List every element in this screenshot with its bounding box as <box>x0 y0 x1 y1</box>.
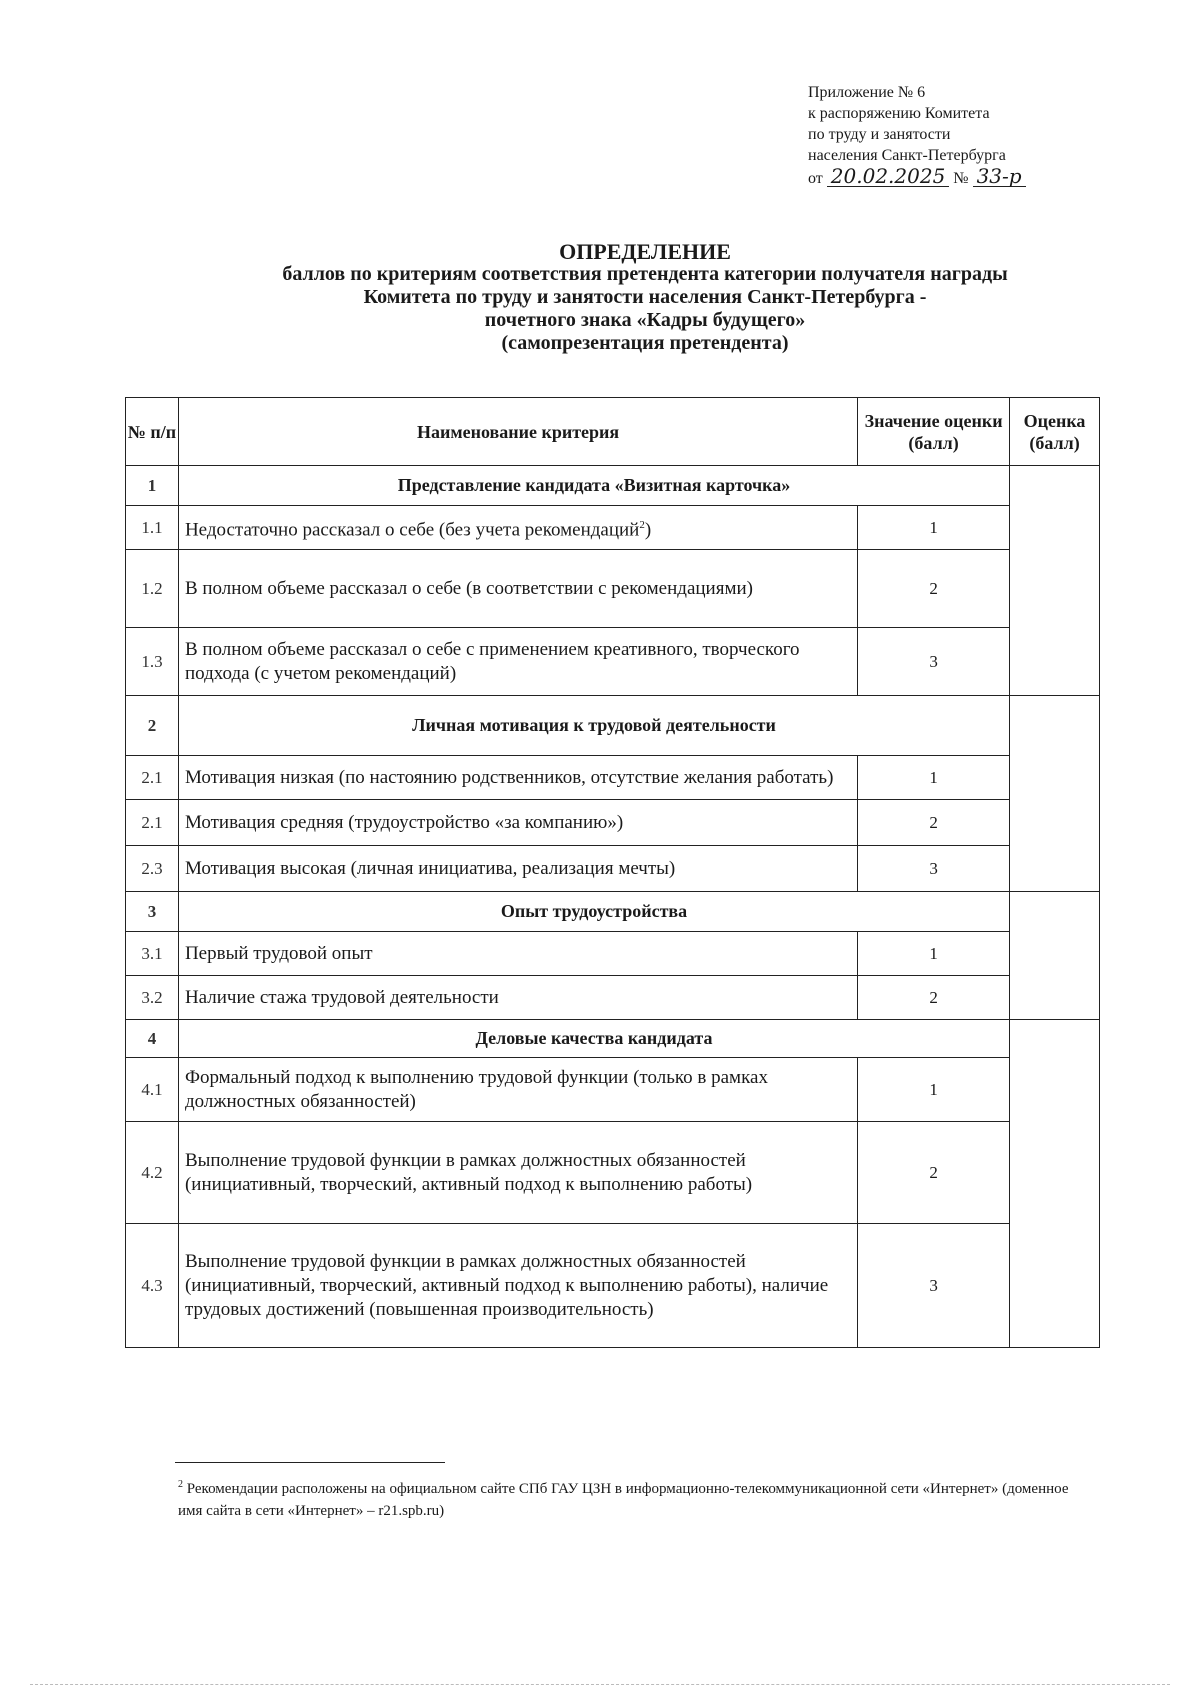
appendix-line: Приложение № 6 <box>808 84 926 101</box>
table-row <box>126 1224 1100 1348</box>
table-header-row <box>126 398 1100 466</box>
header-num: № п/п <box>126 398 179 466</box>
section-title: Опыт трудоустройства <box>178 892 1009 932</box>
row-number: 1.1 <box>126 506 179 550</box>
footnote-mark: 2 <box>178 1479 183 1490</box>
table-row <box>126 506 1100 550</box>
table-row <box>126 1058 1100 1122</box>
criterion-text <box>178 506 857 550</box>
value-points: 2 <box>858 1122 1010 1224</box>
criterion-text: Выполнение трудовой функции в рамках должностных обязанностей (инициативный, творческий, активный подход к выполнению работы) <box>178 1122 857 1224</box>
value-points: 1 <box>858 756 1010 800</box>
row-number: 2.1 <box>126 756 179 800</box>
header-value: Значение оценки (балл) <box>858 398 1010 466</box>
header-score: Оценка (балл) <box>1010 398 1100 466</box>
criterion-text: Выполнение трудовой функции в рамках должностных обязанностей (инициативный, творческий, активный подход к выполнению работы), наличие трудовых достижений (повышенная производительность) <box>178 1224 857 1348</box>
row-number: 1.2 <box>126 550 179 628</box>
criterion-text-end: ) <box>644 519 652 541</box>
handwritten-date: 20.02.2025 <box>827 166 950 187</box>
section-title: Деловые качества кандидата <box>178 1020 1009 1058</box>
section-row <box>126 892 1100 932</box>
criteria-table-body <box>126 398 1100 1348</box>
title-line: баллов по критериям соответствия претендента категории получателя награды <box>282 263 1008 285</box>
value-points: 2 <box>858 976 1010 1020</box>
section-title: Представление кандидата «Визитная карточка» <box>178 466 1009 506</box>
section-number: 1 <box>126 466 179 506</box>
title-main: ОПРЕДЕЛЕНИЕ <box>559 239 731 264</box>
appendix-date-line <box>808 166 1026 189</box>
criterion-text: Мотивация средняя (трудоустройство «за компанию») <box>178 800 857 846</box>
criteria-table <box>125 397 1100 1348</box>
number-prefix: № <box>953 170 969 187</box>
row-number: 3.1 <box>126 932 179 976</box>
table-row <box>126 628 1100 696</box>
section-row <box>126 696 1100 756</box>
table-row <box>126 800 1100 846</box>
row-number: 4.2 <box>126 1122 179 1224</box>
appendix-line: по труду и занятости <box>808 126 951 143</box>
criterion-text: Мотивация низкая (по настоянию родственников, отсутствие желания работать) <box>178 756 857 800</box>
value-points: 2 <box>858 800 1010 846</box>
row-number: 3.2 <box>126 976 179 1020</box>
table-row <box>126 976 1100 1020</box>
footnote <box>178 1474 1078 1522</box>
handwritten-number: 33-р <box>973 166 1026 187</box>
section-number: 3 <box>126 892 179 932</box>
criterion-text: Формальный подход к выполнению трудовой функции (только в рамках должностных обязанностей) <box>178 1058 857 1122</box>
section-title: Личная мотивация к трудовой деятельности <box>178 696 1009 756</box>
row-number: 2.3 <box>126 846 179 892</box>
date-prefix: от <box>808 170 823 187</box>
criterion-text: Первый трудовой опыт <box>178 932 857 976</box>
section-row <box>126 1020 1100 1058</box>
criterion-text: В полном объеме рассказал о себе (в соответствии с рекомендациями) <box>178 550 857 628</box>
title-line: почетного знака «Кадры будущего» <box>484 309 806 331</box>
footnote-reference: 2 <box>639 518 645 531</box>
score-cell[interactable] <box>1010 466 1100 696</box>
appendix-line: к распоряжению Комитета <box>808 105 990 122</box>
value-points: 3 <box>858 1224 1010 1348</box>
header-criterion: Наименование критерия <box>178 398 857 466</box>
page-bottom-edge <box>30 1684 1170 1685</box>
footnote-separator <box>175 1462 445 1463</box>
table-row <box>126 846 1100 892</box>
document-title <box>0 240 1200 355</box>
table-row <box>126 756 1100 800</box>
row-number: 4.1 <box>126 1058 179 1122</box>
section-row <box>126 466 1100 506</box>
section-number: 2 <box>126 696 179 756</box>
value-points: 1 <box>858 932 1010 976</box>
value-points: 1 <box>858 1058 1010 1122</box>
row-number: 2.1 <box>126 800 179 846</box>
footnote-text: Рекомендации расположены на официальном сайте СПб ГАУ ЦЗН в информационно-телекоммуникационной сети «Интернет» (доменное имя сайта в сети «Интернет» – r21.spb.ru) <box>178 1481 1069 1519</box>
title-line: (самопрезентация претендента) <box>501 332 789 354</box>
value-points: 2 <box>858 550 1010 628</box>
score-cell[interactable] <box>1010 1020 1100 1348</box>
table-row <box>126 1122 1100 1224</box>
row-number: 4.3 <box>126 1224 179 1348</box>
row-number: 1.3 <box>126 628 179 696</box>
appendix-line: населения Санкт-Петербурга <box>808 147 1006 164</box>
title-line: Комитета по труду и занятости населения Санкт-Петербурга - <box>363 286 927 308</box>
table-row <box>126 932 1100 976</box>
score-cell[interactable] <box>1010 696 1100 892</box>
criterion-text: Мотивация высокая (личная инициатива, реализация мечты) <box>178 846 857 892</box>
table-row <box>126 550 1100 628</box>
score-cell[interactable] <box>1010 892 1100 1020</box>
criterion-text: Наличие стажа трудовой деятельности <box>178 976 857 1020</box>
value-points: 3 <box>858 628 1010 696</box>
section-number: 4 <box>126 1020 179 1058</box>
appendix-block <box>808 82 1026 189</box>
value-points: 3 <box>858 846 1010 892</box>
criterion-text: В полном объеме рассказал о себе с применением креативного, творческого подхода (с учетом рекомендаций) <box>178 628 857 696</box>
value-points: 1 <box>858 506 1010 550</box>
criterion-text-main: Недостаточно рассказал о себе (без учета рекомендаций <box>184 519 640 541</box>
